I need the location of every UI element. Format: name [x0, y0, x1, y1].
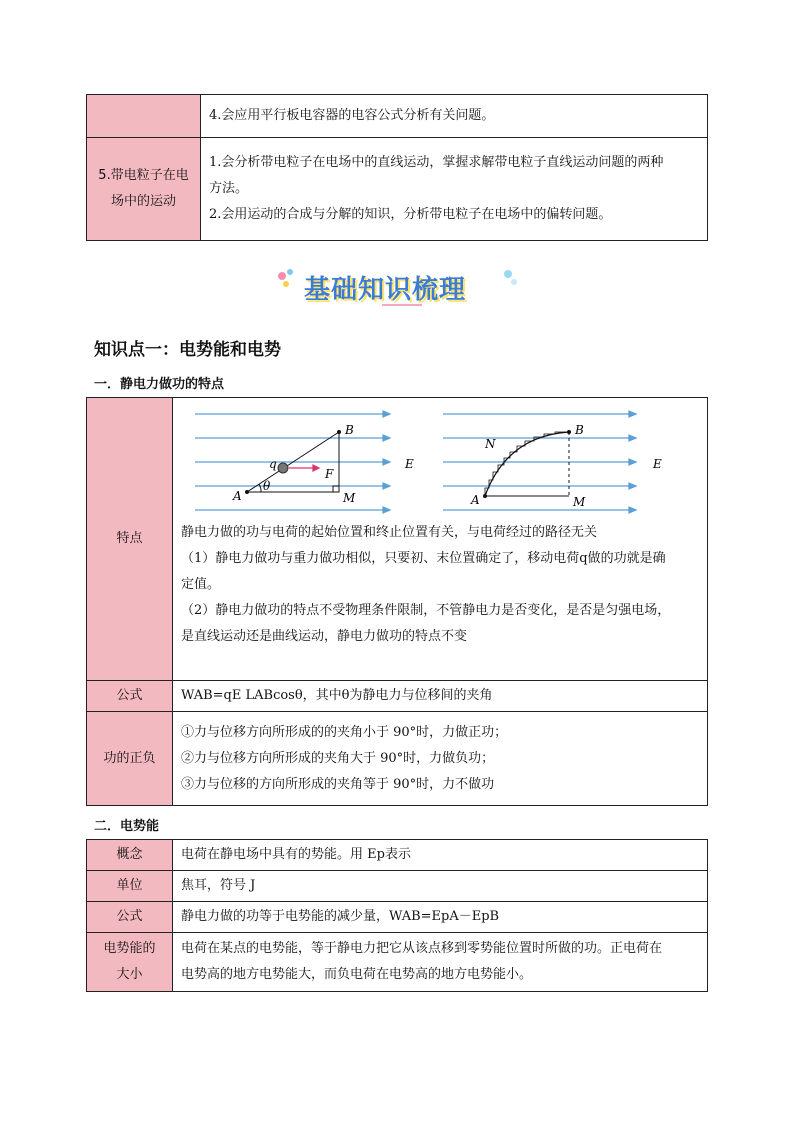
subsection-title-1: 一．静电力做功的特点 [94, 377, 225, 392]
objective-4: 4.会应用平行板电容器的电容公式分析有关问题。 [201, 95, 708, 138]
work-features-table [86, 397, 708, 806]
banner-title: 基础知识梳理 [304, 275, 467, 305]
row-label-empty [87, 95, 201, 138]
objectives-table [86, 94, 708, 241]
curved-path-figure [437, 406, 677, 518]
label-formula: 公式 [87, 681, 173, 712]
label-sign: 功的正负 [87, 712, 173, 806]
label-q: q [269, 457, 277, 471]
energy-formula-text: 静电力做的功等于电势能的减少量，WAB=EpA－EpB [173, 902, 708, 933]
feature-line-5: 是直线运动还是曲线运动，静电力做功的特点不变 [181, 629, 468, 644]
label-B: B [345, 423, 354, 437]
sign-content: ①力与位移方向所形成的的夹角小于 90°时，力做正功； ②力与位移方向所形成的夹角大于 90°时，力做负功； ③力与位移的方向所形成的夹角等于 90°时，力不做功 [173, 712, 708, 806]
work-formula: WAB=qE LABcosθ，其中θ为静电力与位移间的夹角 [173, 681, 708, 712]
feature-line-4: （2）静电力做功的特点不受物理条件限制，不管静电力是否变化，是否是匀强电场， [181, 603, 671, 618]
field-figures [181, 402, 699, 520]
feature-content [173, 398, 708, 681]
label-M: M [343, 491, 356, 505]
label-A: A [233, 489, 242, 503]
label-F: F [325, 467, 334, 481]
feature-line-3: 定值。 [181, 577, 221, 592]
label-theta: θ [263, 479, 271, 493]
label-A2: A [471, 493, 480, 507]
feature-line-1: 静电力做的功与电荷的起始位置和终止位置有关，与电荷经过的路径无关 [181, 525, 598, 540]
label-feature: 特点 [87, 398, 173, 681]
straight-path-figure [187, 406, 427, 518]
label-unit: 单位 [87, 871, 173, 902]
feature-line-2: （1）静电力做功与重力做功相似，只要初、末位置确定了，移动电荷q做的功就是确 [181, 551, 666, 566]
concept-text: 电荷在静电场中具有的势能。用 Ep表示 [173, 840, 708, 871]
label-B2: B [575, 423, 584, 437]
label-E: E [405, 457, 414, 471]
row-label-particle-motion: 5.带电粒子在电 场中的运动 [87, 138, 201, 241]
label-E2: E [653, 457, 662, 471]
section-banner [272, 264, 522, 310]
potential-energy-table [86, 839, 708, 992]
magnitude-text: 电荷在某点的电势能，等于静电力把它从该点移到零势能位置时所做的功。正电荷在 电势高的地方电势能大，而负电荷在电势高的地方电势能小。 [173, 933, 708, 992]
section-title: 知识点一：电势能和电势 [94, 340, 281, 360]
label-formula-2: 公式 [87, 902, 173, 933]
label-M2: M [573, 495, 586, 509]
objective-5: 1.会分析带电粒子在电场中的直线运动，掌握求解带电粒子直线运动问题的两种 方法。 2.会用运动的合成与分解的知识，分析带电粒子在电场中的偏转问题。 [201, 138, 708, 241]
label-concept: 概念 [87, 840, 173, 871]
label-N: N [485, 437, 496, 451]
subsection-title-2: 二．电势能 [94, 819, 160, 834]
unit-text: 焦耳，符号 J [173, 871, 708, 902]
label-magnitude: 电势能的 大小 [87, 933, 173, 992]
